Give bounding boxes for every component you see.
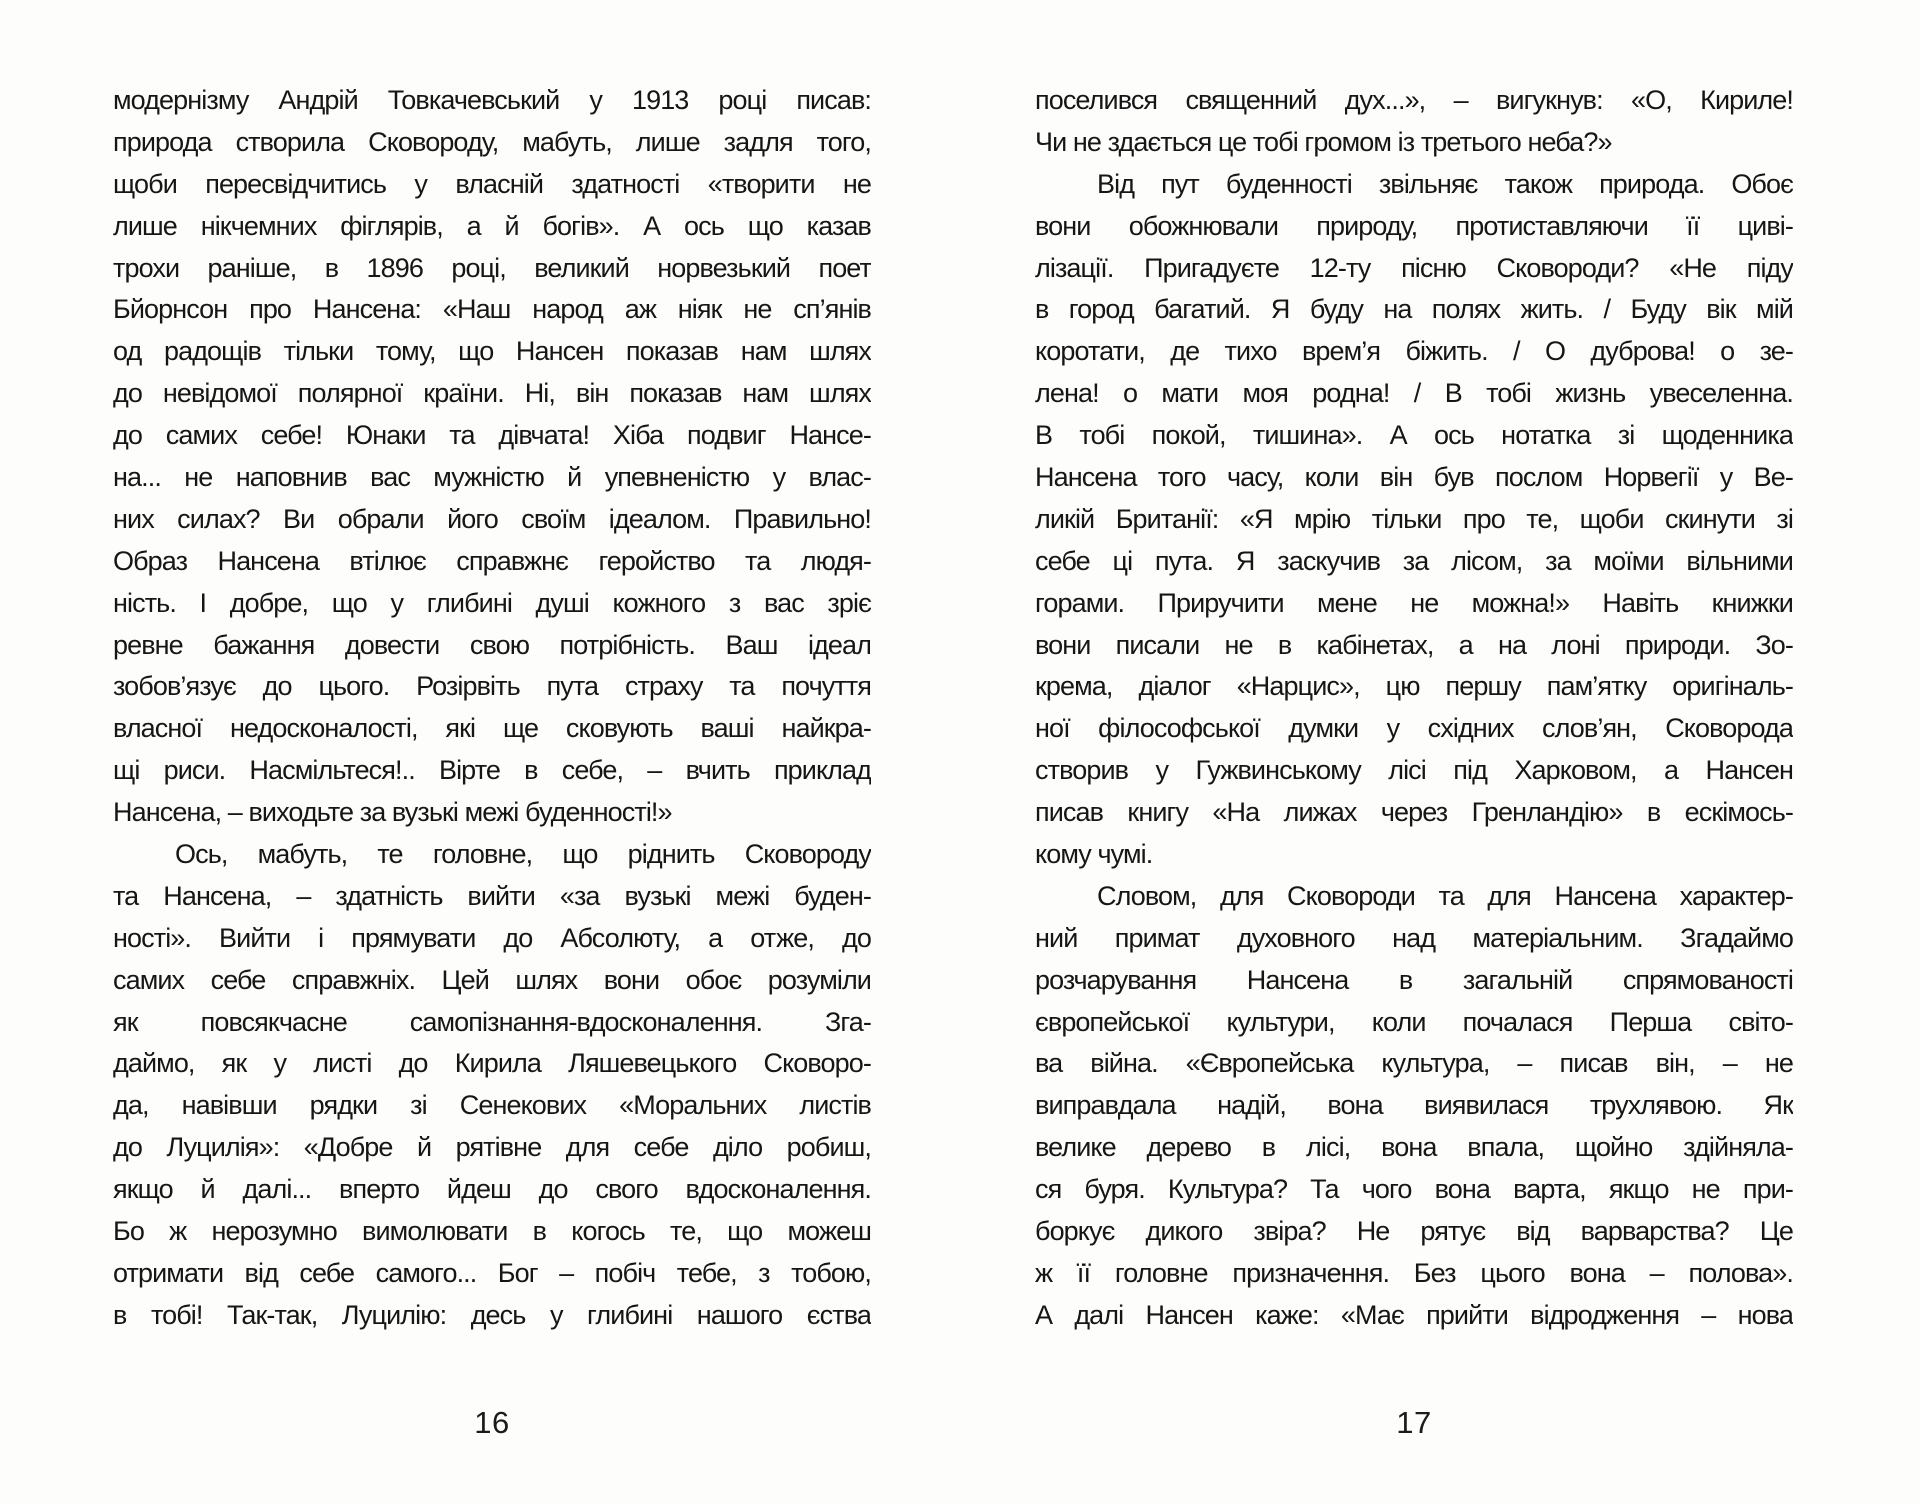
text-line: зобов’язує до цього. Розірвіть пута страху та почуття	[113, 671, 871, 702]
text-line: Ось, мабуть, те головне, що ріднить Сковороду	[175, 839, 871, 870]
text-line: вони обожнювали природу, протиставляючи її циві-	[1035, 210, 1793, 241]
text-line: поселився священний дух...», – вигукнув: «О, Кириле!	[1035, 85, 1793, 115]
text-line: ної філософської думки у східних слов’ян, Сковорода	[1035, 713, 1793, 744]
text-line: лише нікчемних фіглярів, а й богів». А ось що казав	[113, 210, 871, 241]
text-line: європейської культури, коли почалася Перша світо-	[1035, 1006, 1793, 1037]
page-number-right: 17	[1396, 1405, 1432, 1440]
text-line: на... не наповнив вас мужністю й упевненістю у влас-	[113, 462, 871, 493]
text-line: боркує дикого звіра? Не рятує від варварства? Це	[1035, 1216, 1793, 1247]
text-line: до самих себе! Юнаки та дівчата! Хіба подвиг Нансе-	[113, 420, 871, 451]
text-line: власної недосконалості, які ще сковують ваші найкра-	[113, 713, 871, 744]
text-line: розчарування Нансена в загальній спрямованості	[1035, 964, 1793, 995]
text-line: велике дерево в лісі, вона впала, щойно здійняла-	[1035, 1132, 1793, 1163]
text-line: та Нансена, – здатність вийти «за вузькі межі буден-	[113, 880, 871, 911]
text-line: якщо й далі... вперто йдеш до свого вдосконалення.	[113, 1174, 871, 1205]
page-right	[960, 0, 1920, 1503]
text-line: самих себе справжніх. Цей шлях вони обоє розуміли	[113, 964, 871, 995]
text-line: в тобі! Так-так, Луцилію: десь у глибині нашого єства	[113, 1299, 871, 1330]
page-number-left: 16	[474, 1405, 510, 1440]
text-line: Образ Нансена втілює справжнє геройство та людя-	[113, 545, 871, 576]
text-line: Бо ж нерозумно вимолювати в когось те, що можеш	[113, 1216, 871, 1247]
text-line: трохи раніше, в 1896 році, великий норвезький поет	[113, 252, 871, 283]
text-line: до Луцилія»: «Добре й рятівне для себе діло робиш,	[113, 1132, 871, 1163]
text-line: ва війна. «Європейська культура, – писав він, – не	[1035, 1048, 1793, 1079]
text-line: даймо, як у листі до Кирила Ляшевецького Сковоро-	[113, 1048, 871, 1079]
text-line: як повсякчасне самопізнання-вдосконалення. Зга-	[113, 1006, 871, 1037]
text-line: од радощів тільки тому, що Нансен показав нам шлях	[113, 336, 871, 367]
text-line: В тобі покой, тишина». А ось нотатка зі щоденника	[1035, 420, 1793, 451]
text-line: Від пут буденності звільняє також природа. Обоє	[1097, 168, 1793, 199]
text-line: отримати від себе самого... Бог – побіч тебе, з тобою,	[113, 1257, 871, 1288]
text-line: ж її головне призначення. Без цього вона – полова».	[1035, 1257, 1793, 1288]
text-line: Чи не здається це тобі громом із третього неба?»	[1035, 126, 1612, 157]
text-line: модернізму Андрій Товкачевський у 1913 році писав:	[113, 85, 871, 115]
text-line: ликій Британії: «Я мрію тільки про те, щоби скинути зі	[1035, 503, 1793, 534]
text-line: Нансена того часу, коли він був послом Норвегії у Ве-	[1035, 462, 1793, 493]
page-left-text	[113, 80, 871, 1337]
text-line: створив у Гужвинському лісі під Харковом, а Нансен	[1035, 755, 1793, 786]
text-line: коротати, де тихо врем’я біжить. / О дуброва! о зе-	[1035, 336, 1793, 367]
text-line: щоби пересвідчитись у власній здатності «творити не	[113, 168, 871, 199]
text-line: виправдала надій, вона виявилася трухлявою. Як	[1035, 1090, 1793, 1121]
text-line: вони писали не в кабінетах, а на лоні природи. Зо-	[1035, 629, 1793, 660]
text-line: Словом, для Сковороди та для Нансена характер-	[1097, 880, 1793, 911]
text-line: Бйорнсон про Нансена: «Наш народ аж ніяк не сп’янів	[113, 294, 871, 325]
text-line: Нансена, – виходьте за вузькі межі буденності!»	[113, 797, 672, 828]
text-line: природа створила Сковороду, мабуть, лише задля того,	[113, 126, 871, 157]
text-line: А далі Нансен каже: «Має прийти відродження – нова	[1035, 1299, 1793, 1330]
text-line: горами. Приручити мене не можна!» Навіть книжки	[1035, 587, 1793, 618]
text-line: ревне бажання довести свою потрібність. Ваш ідеал	[113, 629, 871, 660]
text-line: них силах? Ви обрали його своїм ідеалом. Правильно!	[113, 503, 871, 534]
text-line: лена! о мати моя родна! / В тобі жизнь увеселенна.	[1035, 378, 1793, 409]
text-line: лізації. Пригадуєте 12-ту пісню Сковороди? «Не піду	[1035, 252, 1793, 283]
text-line: крема, діалог «Нарцис», цю першу пам’ятку оригіналь-	[1035, 671, 1793, 702]
page-right-text	[1035, 80, 1793, 1337]
text-line: кому чумі.	[1035, 839, 1153, 870]
text-line: до невідомої полярної країни. Ні, він показав нам шлях	[113, 378, 871, 409]
text-line: себе ці пута. Я заскучив за лісом, за моїми вільними	[1035, 545, 1793, 576]
text-line: ний примат духовного над матеріальним. Згадаймо	[1035, 922, 1793, 953]
text-line: писав книгу «На лижах через Гренландію» в ескімось-	[1035, 797, 1793, 828]
text-line: да, навівши рядки зі Сенекових «Моральних листів	[113, 1090, 871, 1121]
text-line: ся буря. Культура? Та чого вона варта, якщо не при-	[1035, 1174, 1793, 1205]
text-line: ності». Вийти і прямувати до Абсолюту, а отже, до	[113, 922, 871, 953]
text-line: щі риси. Насмільтеся!.. Вірте в себе, – вчить приклад	[113, 755, 871, 786]
text-line: в город багатий. Я буду на полях жить. / Буду вік мій	[1035, 294, 1793, 325]
text-line: ність. І добре, що у глибині душі кожного з вас зріє	[113, 587, 871, 618]
